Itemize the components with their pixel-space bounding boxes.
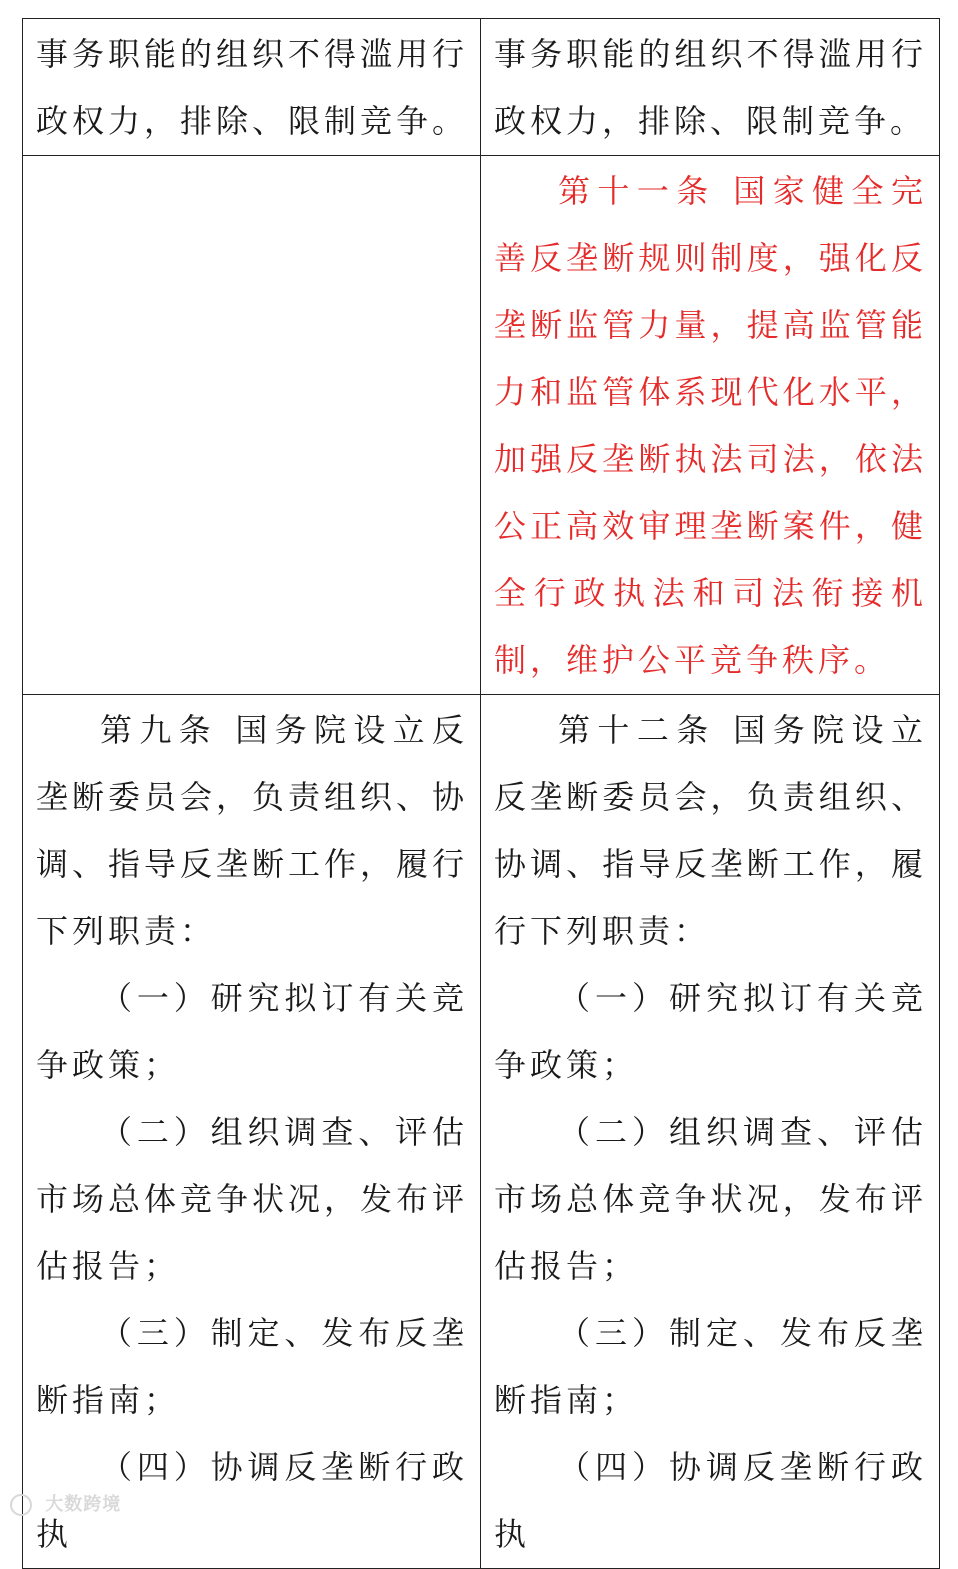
table-row	[23, 156, 940, 695]
paragraph: 事务职能的组织不得滥用行政权力，排除、限制竞争。	[36, 35, 469, 140]
watermark-text: 大数跨境	[45, 1494, 122, 1515]
article-heading-paragraph: 第九条 国务院设立反垄断委员会，负责组织、协调、指导反垄断工作，履行下列职责：	[36, 711, 469, 950]
table-cell-original	[23, 19, 481, 156]
list-item: （三）制定、发布反垄断指南；	[494, 1314, 927, 1419]
table-row	[23, 695, 940, 1569]
article-heading-paragraph: 第十二条 国务院设立反垄断委员会，负责组织、协调、指导反垄断工作，履行下列职责：	[494, 711, 927, 950]
law-comparison-table	[22, 18, 940, 1569]
list-item: （一）研究拟订有关竞争政策；	[494, 979, 927, 1084]
table-cell-original-empty	[23, 156, 481, 695]
table-cell-revised	[481, 19, 940, 156]
table-cell-original	[23, 695, 481, 1569]
list-item: （一）研究拟订有关竞争政策；	[36, 979, 468, 1084]
list-item: （四）协调反垄断行政执	[36, 1448, 468, 1553]
table-cell-revised	[481, 695, 940, 1569]
paragraph: 事务职能的组织不得滥用行政权力，排除、限制竞争。	[494, 35, 927, 140]
table-cell-revised	[481, 156, 940, 695]
watermark	[10, 1490, 121, 1516]
logo-icon	[10, 1494, 32, 1516]
table-row	[23, 19, 940, 156]
list-item: （二）组织调查、评估市场总体竞争状况，发布评估报告；	[494, 1113, 927, 1285]
list-item: （四）协调反垄断行政执	[494, 1448, 927, 1553]
new-article-paragraph: 第十一条 国家健全完善反垄断规则制度，强化反垄断监管力量，提高监管能力和监管体系现代化水平，加强反垄断执法司法，依法公正高效审理垄断案件，健全行政执法和司法衔接机制，维护公平竞争秩序。	[494, 172, 927, 679]
list-item: （三）制定、发布反垄断指南；	[36, 1314, 468, 1419]
list-item: （二）组织调查、评估市场总体竞争状况，发布评估报告；	[36, 1113, 469, 1285]
